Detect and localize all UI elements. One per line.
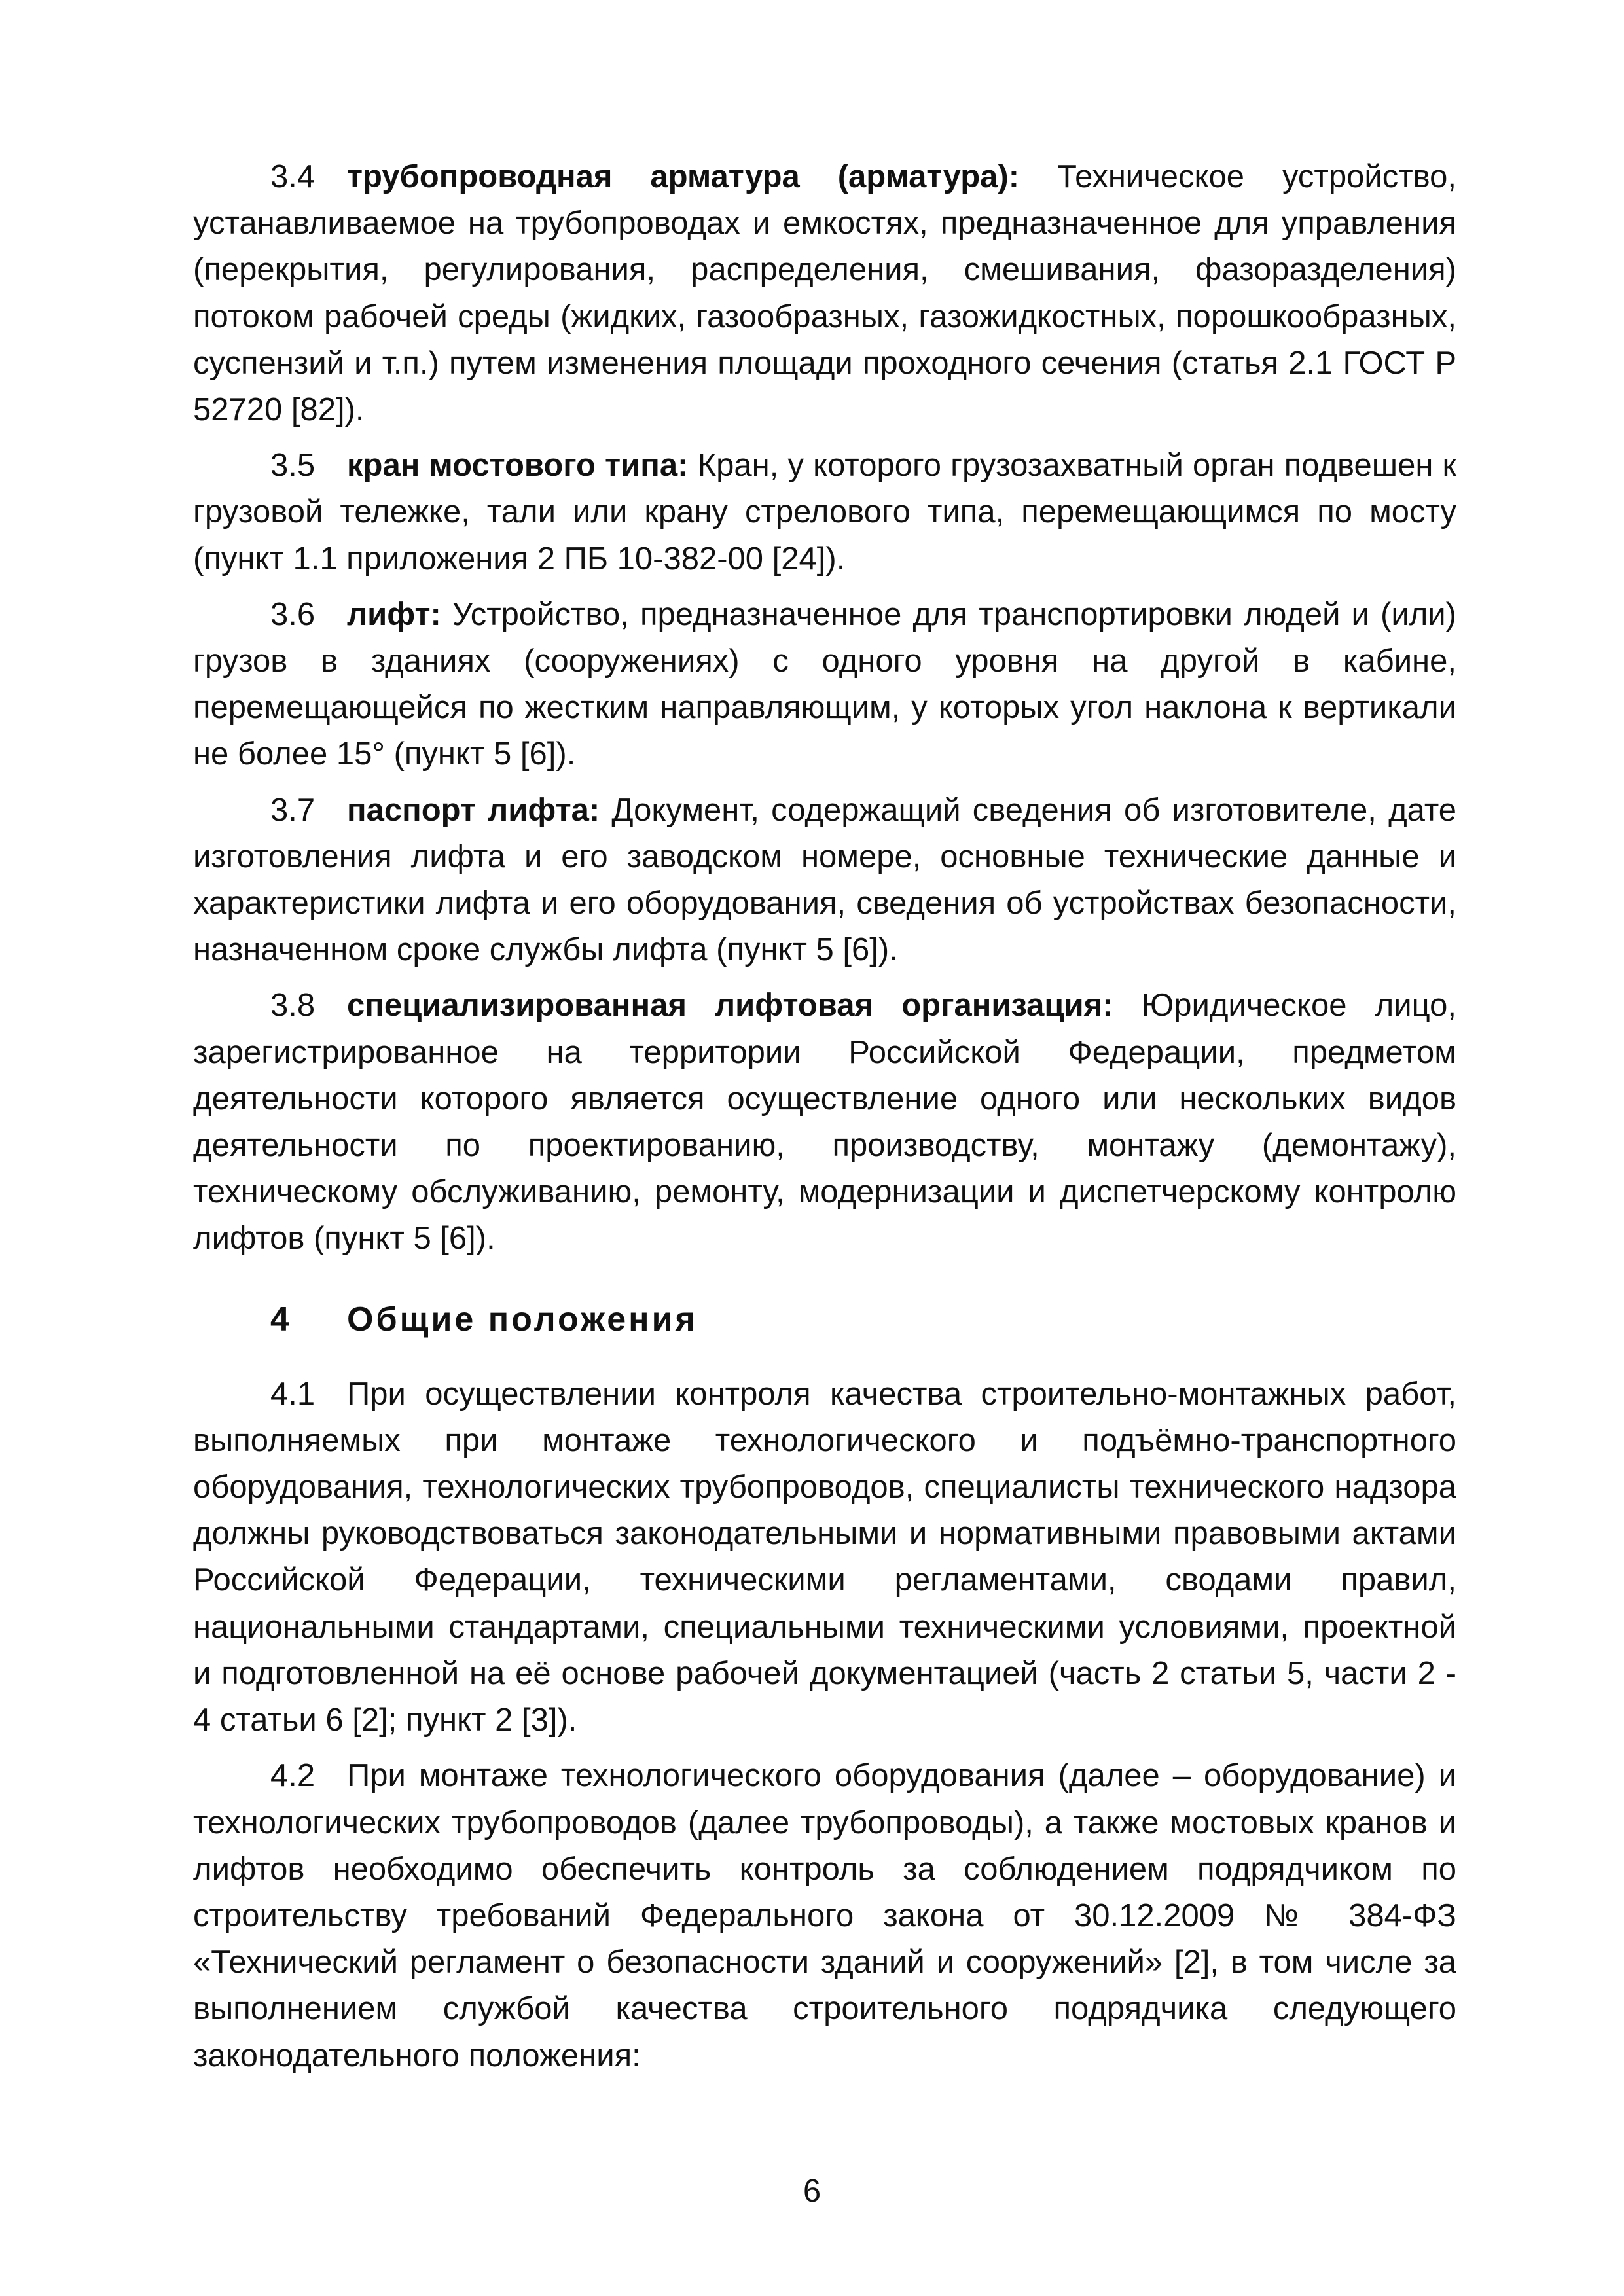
defined-term: паспорт лифта: [347,792,600,828]
definition-3-8 [193,982,1456,1262]
clause-number: 3.8 [270,988,316,1024]
definition-3-7 [193,787,1456,974]
definition-3-4 [193,154,1456,433]
defined-term: кран мостового типа: [347,448,689,484]
clause-number: 3.6 [270,596,316,632]
section-heading [193,1297,1456,1342]
clause-4-1 [193,1371,1456,1744]
section-number: 4 [270,1300,289,1338]
definition-3-6 [193,592,1456,778]
clause-number: 3.7 [270,792,316,828]
clause-number: 3.4 [270,159,316,194]
defined-term: трубопроводная арматура (арматура): [347,159,1020,194]
document-page [193,154,1456,2089]
definition-3-5 [193,442,1456,583]
clause-text: При осуществлении контроля качества строительно-монтажных работ, выполняемых при монтаже технологического и подъёмно-транспортного оборудования, технологических трубопроводов, специалисты технического надзора должны руководствоваться законодательными и нормативными правовыми актами Российской Федерации, техническими регламентами, сводами правил, национальными стандартами, специальными техническими условиями, проектной и подготовленной на её основе рабочей документацией (часть 2 статьи 5, части 2 - 4 статьи 6 [2]; пункт 2 [3]). [193,1376,1456,1738]
definition-text: Устройство, предназначенное для транспортировки людей и (или) грузов в зданиях (сооружениях) с одного уровня на другой в кабине, перемещающейся по жестким направляющим, у которых угол наклона к вертикали не более 15° (пункт 5 [6]). [193,596,1456,772]
clause-4-2 [193,1753,1456,2079]
clause-text: При монтаже технологического оборудования (далее – оборудование) и технологических трубопроводов (далее трубопроводы), а также мостовых кранов и лифтов необходимо обеспечить контроль за соблюдением подрядчиком по строительству требований Федерального закона от 30.12.2009 № 384-ФЗ «Технический регламент о безопасности зданий и сооружений» [2], в том числе за выполнением службой качества строительного подрядчика следующего законодательного положения: [193,1758,1456,2073]
definition-text: Кран, у которого грузозахватный орган подвешен к грузовой тележке, тали или крану стрелового типа, перемещающимся по мосту (пункт 1.1 приложения 2 ПБ 10-382-00 [24]). [193,448,1456,577]
clause-number: 3.5 [270,448,316,484]
page-number: 6 [803,2174,821,2209]
section-title: Общие положения [347,1300,698,1338]
defined-term: лифт: [347,596,441,632]
clause-number: 4.1 [270,1376,316,1412]
definition-text: Документ, содержащий сведения об изготовителе, дате изготовления лифта и его заводском номере, основные технические данные и характеристики лифта и его оборудования, сведения об устройствах безопасности, назначенном сроке службы лифта (пункт 5 [6]). [193,792,1456,968]
definition-text: Юридическое лицо, зарегистрированное на территории Российской Федерации, предметом деятельности которого является осуществление одного или нескольких видов деятельности по проектированию, производству, монтажу (демонтажу), техническому обслуживанию, ремонту, модернизации и диспетчерскому контролю лифтов (пункт 5 [6]). [193,988,1456,1257]
clause-number: 4.2 [270,1758,316,1794]
defined-term: специализированная лифтовая организация: [347,988,1113,1024]
definition-text: Техническое устройство, устанавливаемое на трубопроводах и емкостях, предназначенное для управления (перекрытия, регулирования, распределения, смешивания, фазоразделения) потоком рабочей среды (жидких, газообразных, газожидкостных, порошкообразных, суспензий и т.п.) путем изменения площади проходного сечения (статья 2.1 ГОСТ Р 52720 [82]). [193,159,1456,428]
